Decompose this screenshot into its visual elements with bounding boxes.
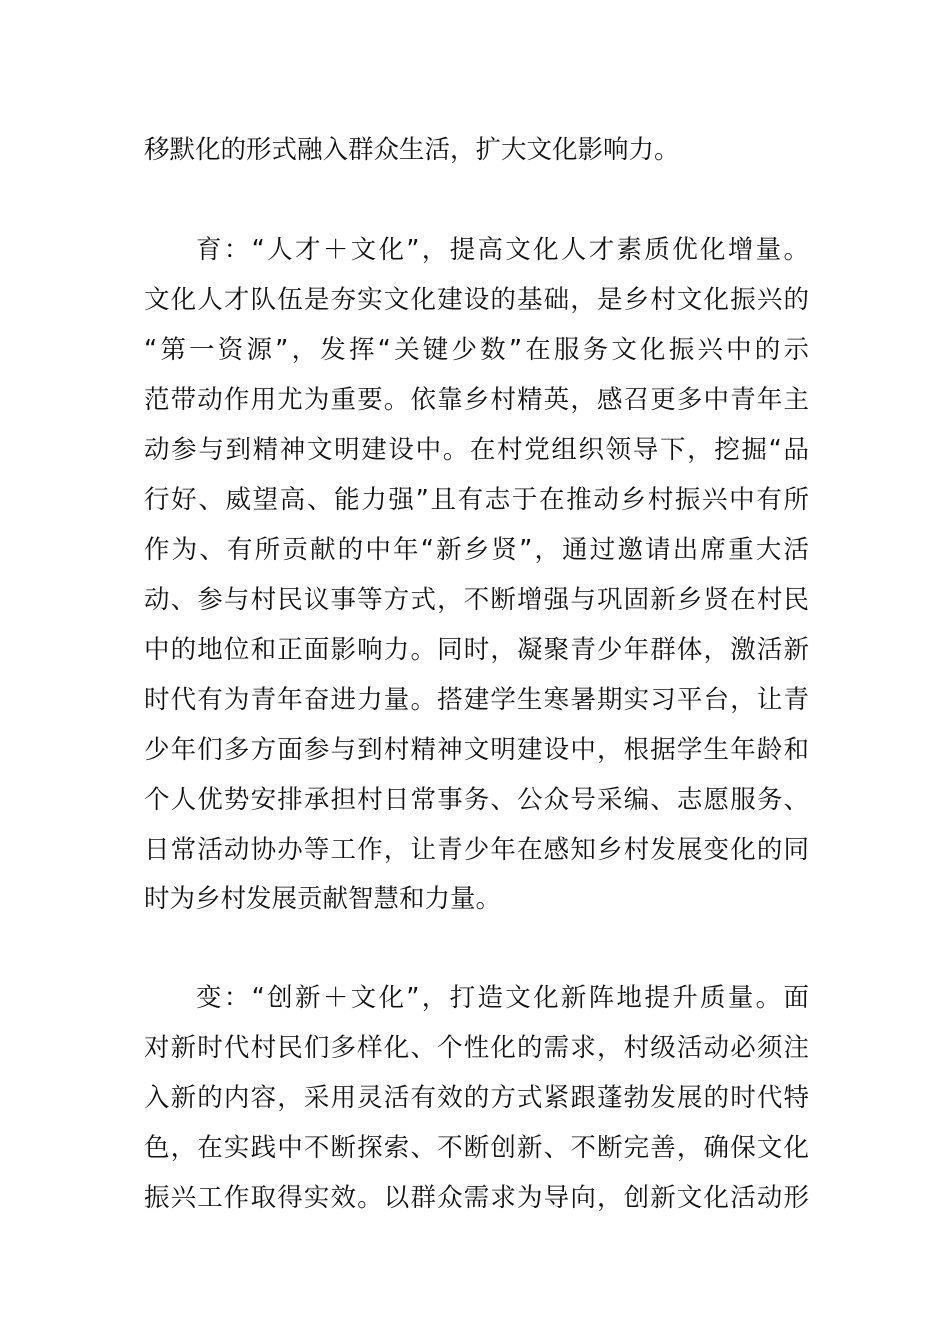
paragraph-2-line-4: 范带动作用尤为重要。依靠乡村精英，感召更多中青年主 xyxy=(144,385,809,415)
paragraph-2-line-13: 日常活动协办等工作，让青少年在感知乡村发展变化的同 xyxy=(144,835,809,865)
paragraph-2-heading-line: 育：“人才＋文化”，提高文化人才素质优化增量。 xyxy=(196,235,809,265)
paragraph-3-heading-line: 变：“创新＋文化”，打造文化新阵地提升质量。面 xyxy=(196,983,809,1013)
paragraph-3-line-2: 对新时代村民们多样化、个性化的需求，村级活动必须注 xyxy=(144,1033,809,1063)
paragraph-3-line-4: 色，在实践中不断探索、不断创新、不断完善，确保文化 xyxy=(144,1133,809,1163)
paragraph-3-line-3: 入新的内容，采用灵活有效的方式紧跟蓬勃发展的时代特 xyxy=(144,1083,809,1113)
paragraph-2-line-6: 行好、威望高、能力强”且有志于在推动乡村振兴中有所 xyxy=(144,485,809,515)
paragraph-2-line-9: 中的地位和正面影响力。同时，凝聚青少年群体，激活新 xyxy=(144,635,809,665)
paragraph-2-line-14: 时为乡村发展贡献智慧和力量。 xyxy=(144,884,502,914)
paragraph-2-line-11: 少年们多方面参与到村精神文明建设中，根据学生年龄和 xyxy=(144,735,809,765)
paragraph-2-line-7: 作为、有所贡献的中年“新乡贤”，通过邀请出席重大活 xyxy=(144,535,809,565)
paragraph-3-line-5: 振兴工作取得实效。以群众需求为导向，创新文化活动形 xyxy=(144,1183,809,1213)
paragraph-2-line-8: 动、参与村民议事等方式，不断增强与巩固新乡贤在村民 xyxy=(144,585,809,615)
paragraph-2-line-12: 个人优势安排承担村日常事务、公众号采编、志愿服务、 xyxy=(144,785,809,815)
paragraph-2-line-2: 文化人才队伍是夯实文化建设的基础，是乡村文化振兴的 xyxy=(144,285,809,315)
paragraph-2-line-5: 动参与到精神文明建设中。在村党组织领导下，挖掘“品 xyxy=(144,435,809,465)
paragraph-1-line-1: 移默化的形式融入群众生活，扩大文化影响力。 xyxy=(144,135,680,165)
paragraph-2-line-3: “第一资源”，发挥“关键少数”在服务文化振兴中的示 xyxy=(144,335,809,365)
paragraph-2-line-10: 时代有为青年奋进力量。搭建学生寒暑期实习平台，让青 xyxy=(144,685,809,715)
